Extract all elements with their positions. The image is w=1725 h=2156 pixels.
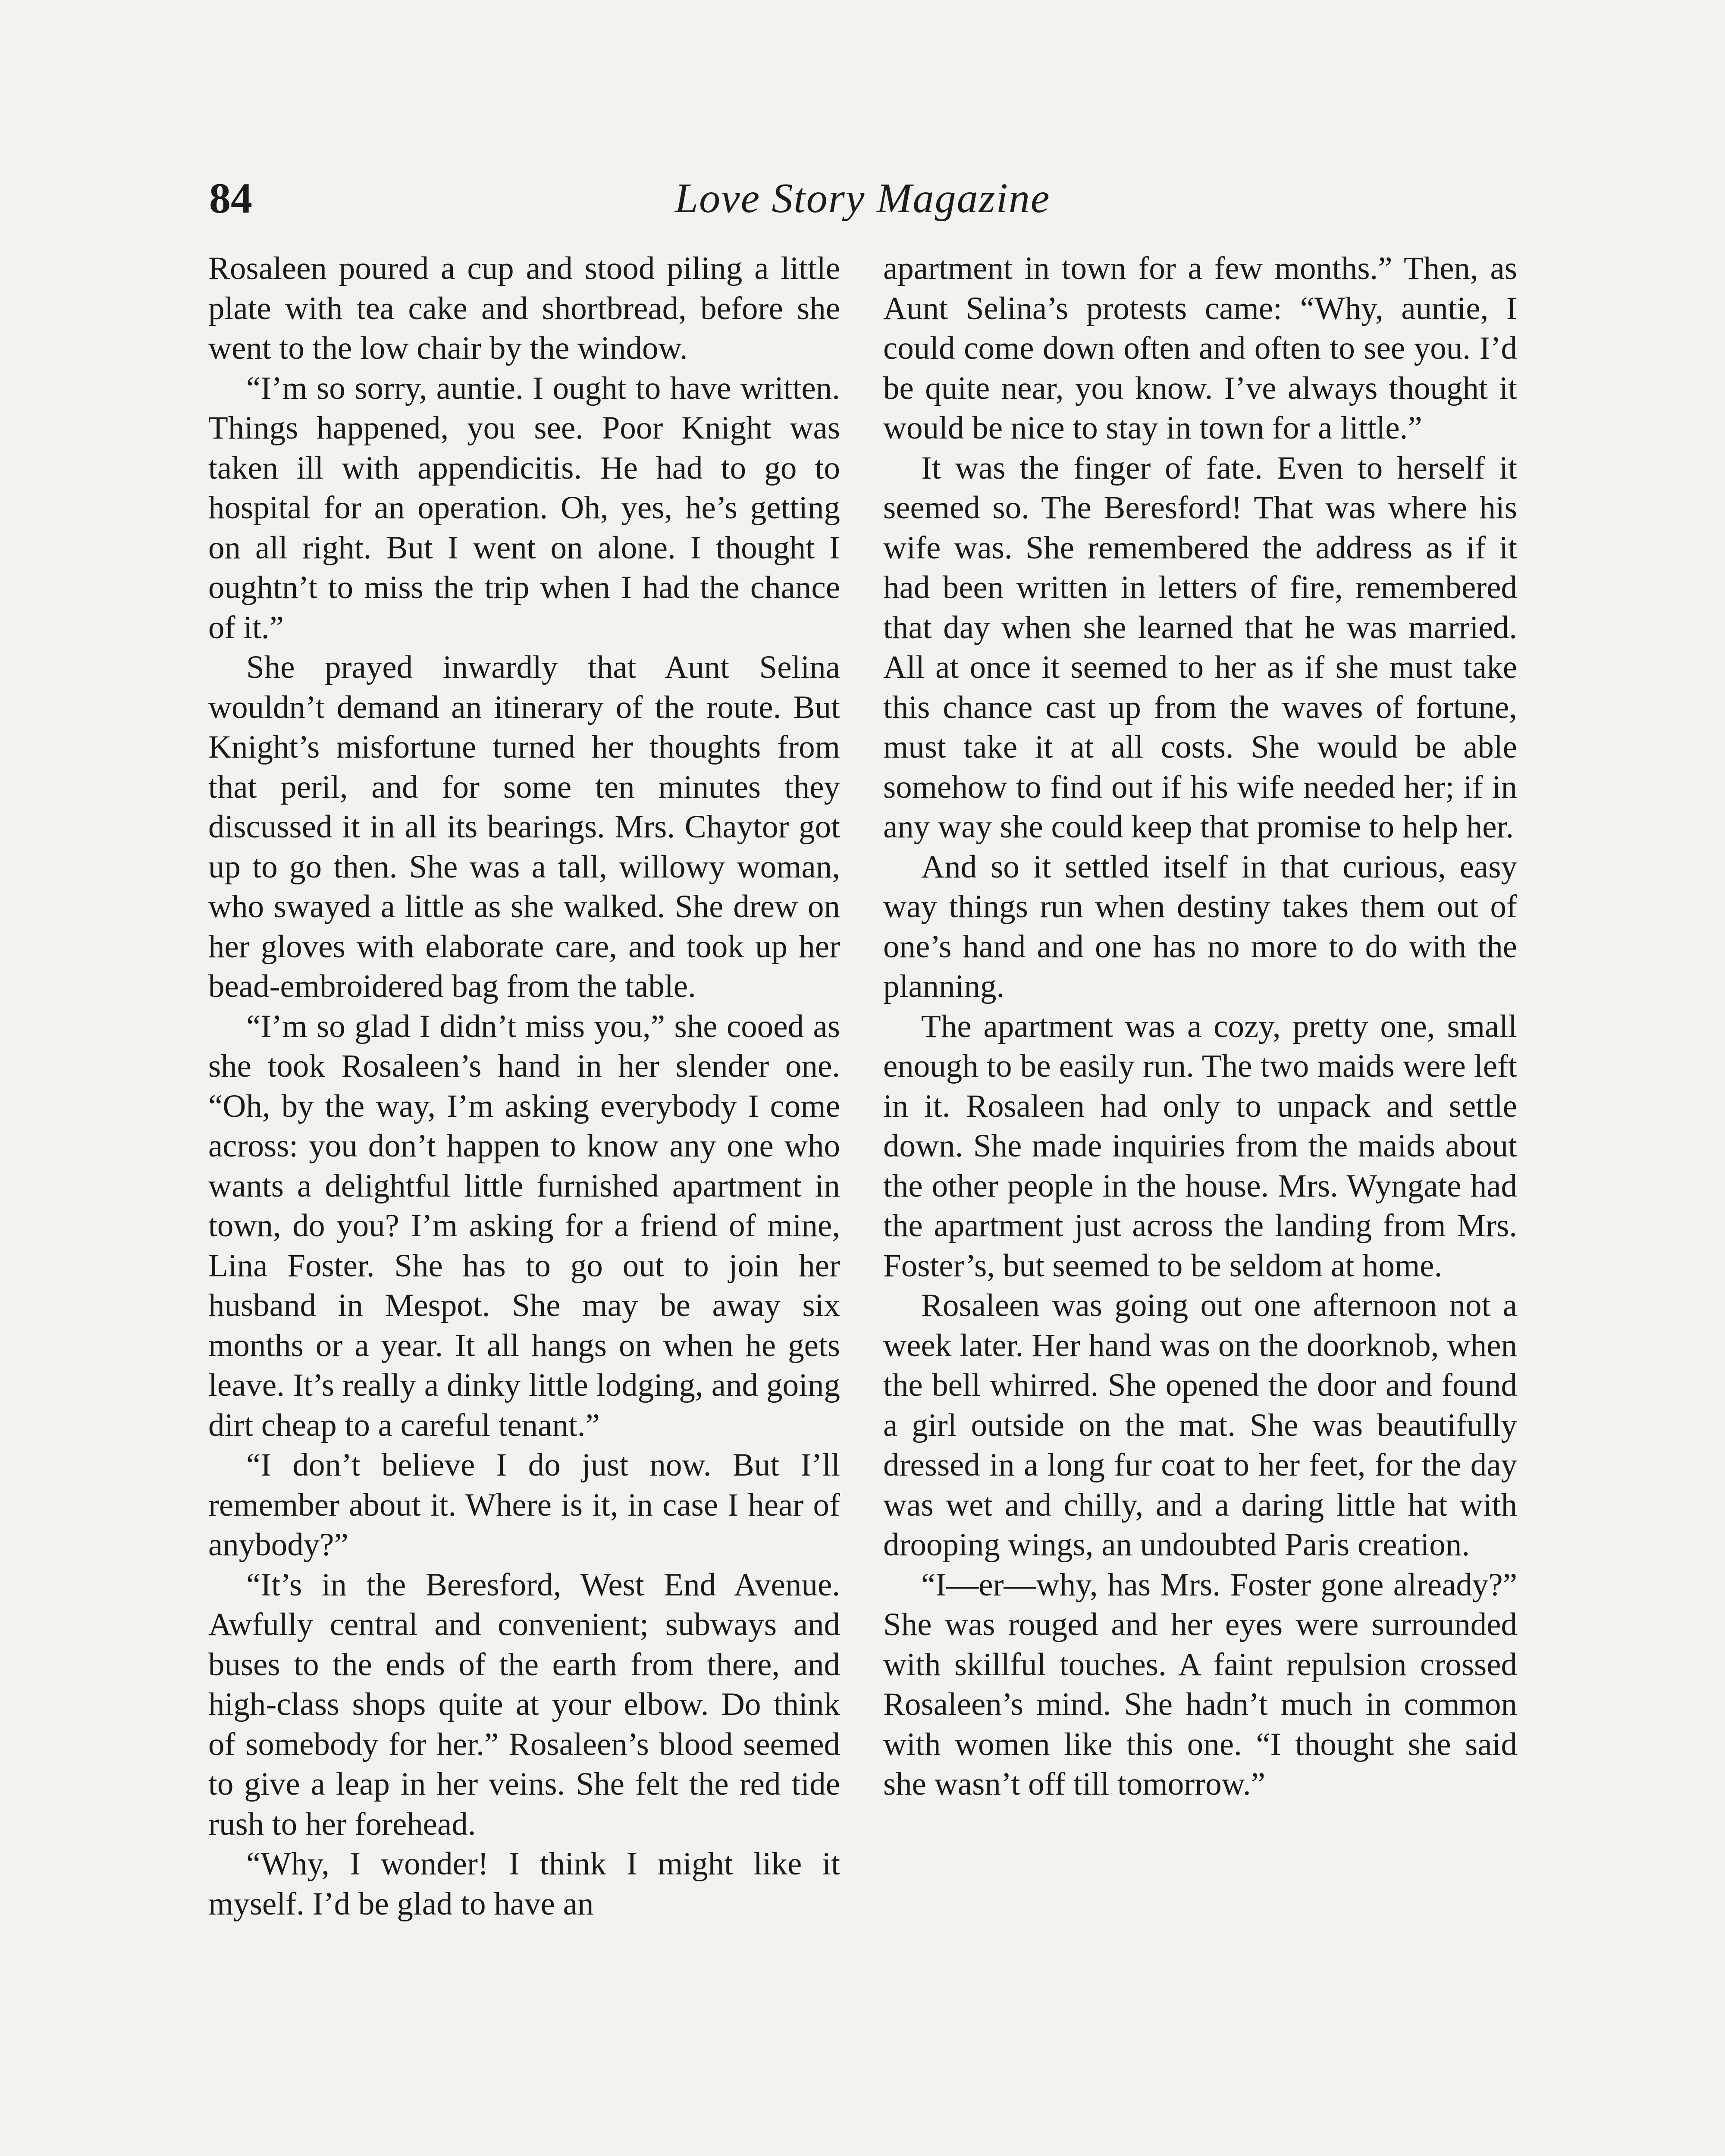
paragraph: Rosaleen was going out one afternoon not a week later. Her hand was on the doorknob, when the bell whirred. She opened the door and found a girl outside on the mat. She was beautifully dressed in a long fur coat to her feet, for the day was wet and chilly, and a daring little hat with drooping wings, an undoubted Paris creation. bbox=[883, 1288, 1517, 1563]
paragraph: apartment in town for a few months.” Then, as Aunt Selina’s protests came: “Why, auntie, I could come down often and often to see you. I’d be quite near, you know. I’ve always thought it would be nice to stay in town for a little.” bbox=[883, 251, 1517, 446]
paragraph: She prayed inwardly that Aunt Selina wouldn’t demand an itinerary of the route. But Knight’s misfortune turned her thoughts from that peril, and for some ten minutes they discussed it in all its bearings. Mrs. Chaytor got up to go then. She was a tall, willowy woman, who swayed a little as she walked. She drew on her gloves with elaborate care, and took up her bead-embroidered bag from the table. bbox=[208, 649, 840, 1004]
paragraph: “I’m so glad I didn’t miss you,” she cooed as she took Rosaleen’s hand in her slender one. “Oh, by the way, I’m asking everybody I come across: you don’t happen to know any one who wants a delightful little furnished apartment in town, do you? I’m asking for a friend of mine, Lina Foster. She has to go out to join her husband in Mespot. She may be away six months or a year. It all hangs on when he gets leave. It’s really a dinky little lodging, and going dirt cheap to a careful tenant.” bbox=[208, 1008, 840, 1443]
paragraph: The apartment was a cozy, pretty one, small enough to be easily run. The two maids were left in it. Rosaleen had only to unpack and settle down. She made inquiries from the maids about the other people in the house. Mrs. Wyngate had the apartment just across the landing from Mrs. Foster’s, but seemed to be seldom at home. bbox=[883, 1008, 1517, 1284]
paragraph: “It’s in the Beresford, West End Avenue. Awfully central and convenient; subways and buses to the ends of the earth from there, and high-class shops quite at your elbow. Do think of somebody for her.” Rosaleen’s blood seemed to give a leap in her veins. She felt the red tide rush to her forehead. bbox=[208, 1567, 840, 1842]
paragraph: “I’m so sorry, auntie. I ought to have written. Things happened, you see. Poor Knight was taken ill with appendicitis. He had to go to hospital for an operation. Oh, yes, he’s getting on all right. But I went on alone. I thought I oughtn’t to miss the trip when I had the chance of it.” bbox=[208, 370, 840, 646]
right-column bbox=[883, 249, 1517, 1805]
left-column bbox=[208, 249, 840, 1924]
paragraph: Rosaleen poured a cup and stood piling a little plate with tea cake and shortbread, before she went to the low chair by the window. bbox=[208, 251, 840, 366]
running-title: Love Story Magazine bbox=[674, 175, 1051, 222]
paragraph: “I don’t believe I do just now. But I’ll remember about it. Where is it, in case I hear of anybody?” bbox=[208, 1447, 840, 1563]
paragraph: It was the finger of fate. Even to herself it seemed so. The Beresford! That was where his wife was. She remembered the address as if it had been written in letters of fire, remembered that day when she learned that he was married. All at once it seemed to her as if she must take this chance cast up from the waves of fortune, must take it at all costs. She would be able somehow to find out if his wife needed her; if in any way she could keep that promise to help her. bbox=[883, 450, 1517, 845]
page-header bbox=[209, 166, 1516, 231]
page-number: 84 bbox=[209, 174, 252, 222]
paragraph: “I—er—why, has Mrs. Foster gone already?” She was rouged and her eyes were surrounded with skillful touches. A faint repulsion crossed Rosaleen’s mind. She hadn’t much in common with women like this one. “I thought she said she wasn’t off till tomorrow.” bbox=[883, 1567, 1517, 1802]
paragraph: And so it settled itself in that curious, easy way things run when destiny takes them out of one’s hand and one has no more to do with the planning. bbox=[883, 849, 1517, 1004]
paragraph: “Why, I wonder! I think I might like it myself. I’d be glad to have an bbox=[208, 1846, 840, 1922]
